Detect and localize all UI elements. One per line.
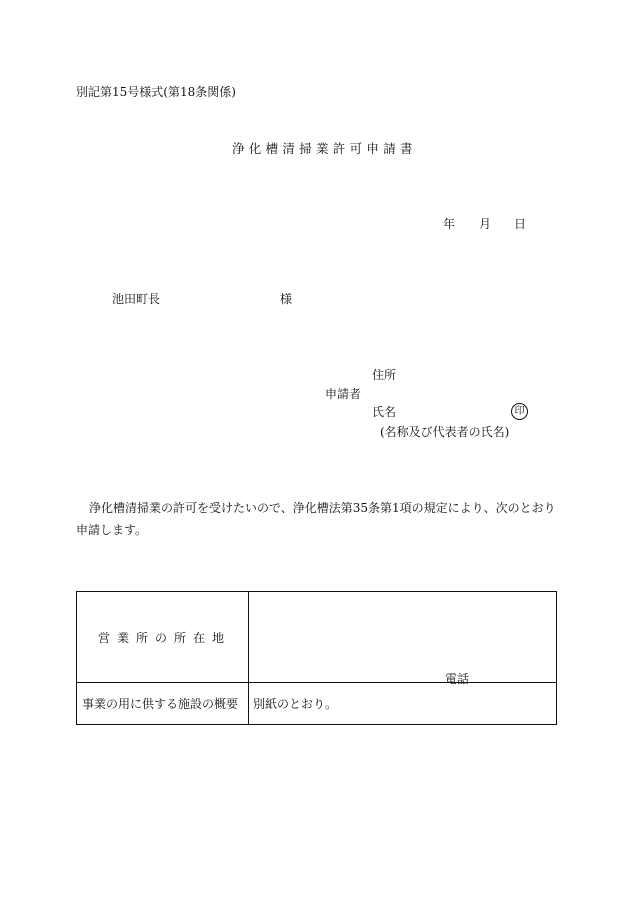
application-info-table xyxy=(76,591,557,725)
applicant-name-label: 氏名 xyxy=(372,405,397,419)
table-row xyxy=(77,683,557,725)
addressee-name: 池田町長 xyxy=(112,292,161,306)
applicant-name-note: (名称及び代表者の氏名) xyxy=(380,425,510,439)
date-day-label: 日 xyxy=(514,217,527,231)
facility-overview-value: 別紙のとおり。 xyxy=(249,683,557,725)
applicant-label: 申請者 xyxy=(325,387,362,401)
seal-mark: 印 xyxy=(511,403,528,420)
applicant-address-label: 住所 xyxy=(372,368,397,382)
facility-overview-label: 事業の用に供する施設の概要 xyxy=(77,683,249,725)
form-number: 別記第15号様式(第18条関係) xyxy=(76,85,236,99)
addressee-honorific: 様 xyxy=(280,292,293,306)
phone-label: 電話 xyxy=(445,672,470,686)
document-title: 浄化槽清掃業許可申請書 xyxy=(232,141,417,156)
office-location-label: 営業所の所在地 xyxy=(77,592,249,683)
date-month-label: 月 xyxy=(479,217,492,231)
date-year-label: 年 xyxy=(443,217,456,231)
application-body-text: 浄化槽清掃業の許可を受けたいので、浄化槽法第35条第1項の規定により、次のとおり申請します。 xyxy=(76,501,556,537)
office-location-value xyxy=(249,592,557,686)
table-row xyxy=(77,592,557,683)
